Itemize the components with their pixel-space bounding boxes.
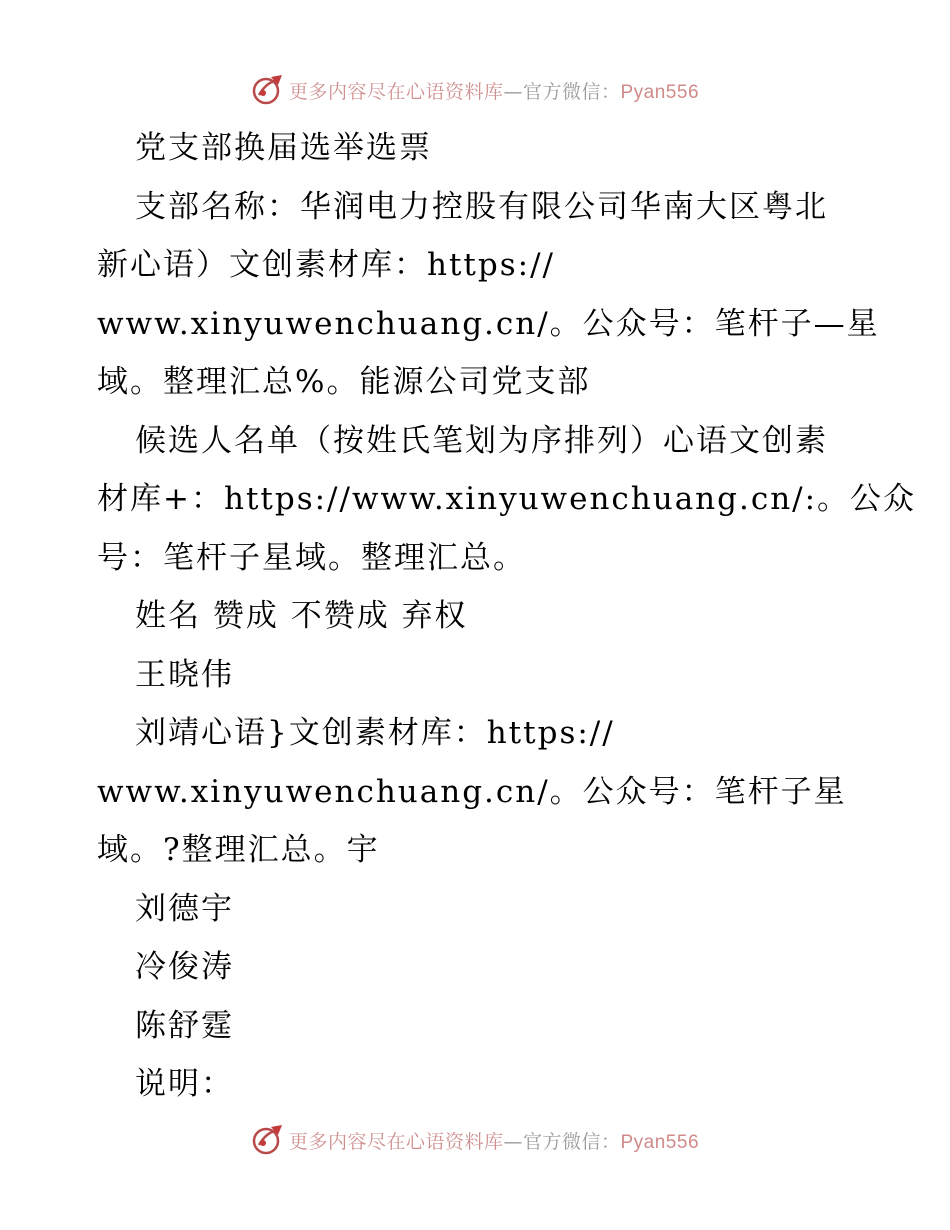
- footer-banner: [0, 1120, 950, 1160]
- ballot-title: 党支部换届选举选票: [135, 130, 432, 166]
- banner-main-text: 更多内容尽在心语资料库: [288, 1130, 504, 1153]
- notes-label: 说明：: [135, 1066, 234, 1102]
- text-line: www.xinyuwenchuang.cn/。公众号：笔杆子星: [97, 773, 847, 810]
- branch-name-line: 支部名称：华润电力控股有限公司华南大区粤北: [135, 188, 828, 225]
- candidate-name: 王晓伟: [135, 656, 234, 693]
- banner-wechat-id: Pyan556: [620, 81, 700, 103]
- banner-sub-text: —官方微信：: [503, 80, 621, 103]
- banner-wechat-id: Pyan556: [620, 1131, 700, 1153]
- text-line: 号：笔杆子星域。整理汇总。: [97, 539, 526, 576]
- ballot-document: [97, 119, 917, 1114]
- candidate-name: 陈舒霆: [135, 1007, 234, 1044]
- text-line: 域。?整理汇总。宇: [97, 832, 380, 868]
- text-line: 新心语）文创素材库：https://: [97, 247, 555, 283]
- banner-main-text: 更多内容尽在心语资料库: [288, 80, 504, 103]
- banner-sub-text: —官方微信：: [503, 1130, 621, 1153]
- vote-columns-header: 姓名 赞成 不赞成 弃权: [135, 598, 468, 634]
- candidate-name: 刘德宇: [135, 890, 234, 927]
- pen-logo-icon: [251, 73, 285, 107]
- text-line: 材库+：https://www.xinyuwenchuang.cn/:。公众: [97, 481, 917, 517]
- candidate-list-heading: 候选人名单（按姓氏笔划为序排列）心语文创素: [135, 422, 828, 459]
- header-banner: [0, 70, 950, 110]
- pen-logo-icon: [251, 1123, 285, 1157]
- candidate-name: 冷俊涛: [135, 949, 234, 985]
- candidate-name: 刘靖心语}文创素材库：https://: [135, 715, 615, 751]
- text-line: 域。整理汇总%。能源公司党支部: [97, 364, 591, 400]
- text-line: www.xinyuwenchuang.cn/。公众号：笔杆子—星: [97, 305, 880, 342]
